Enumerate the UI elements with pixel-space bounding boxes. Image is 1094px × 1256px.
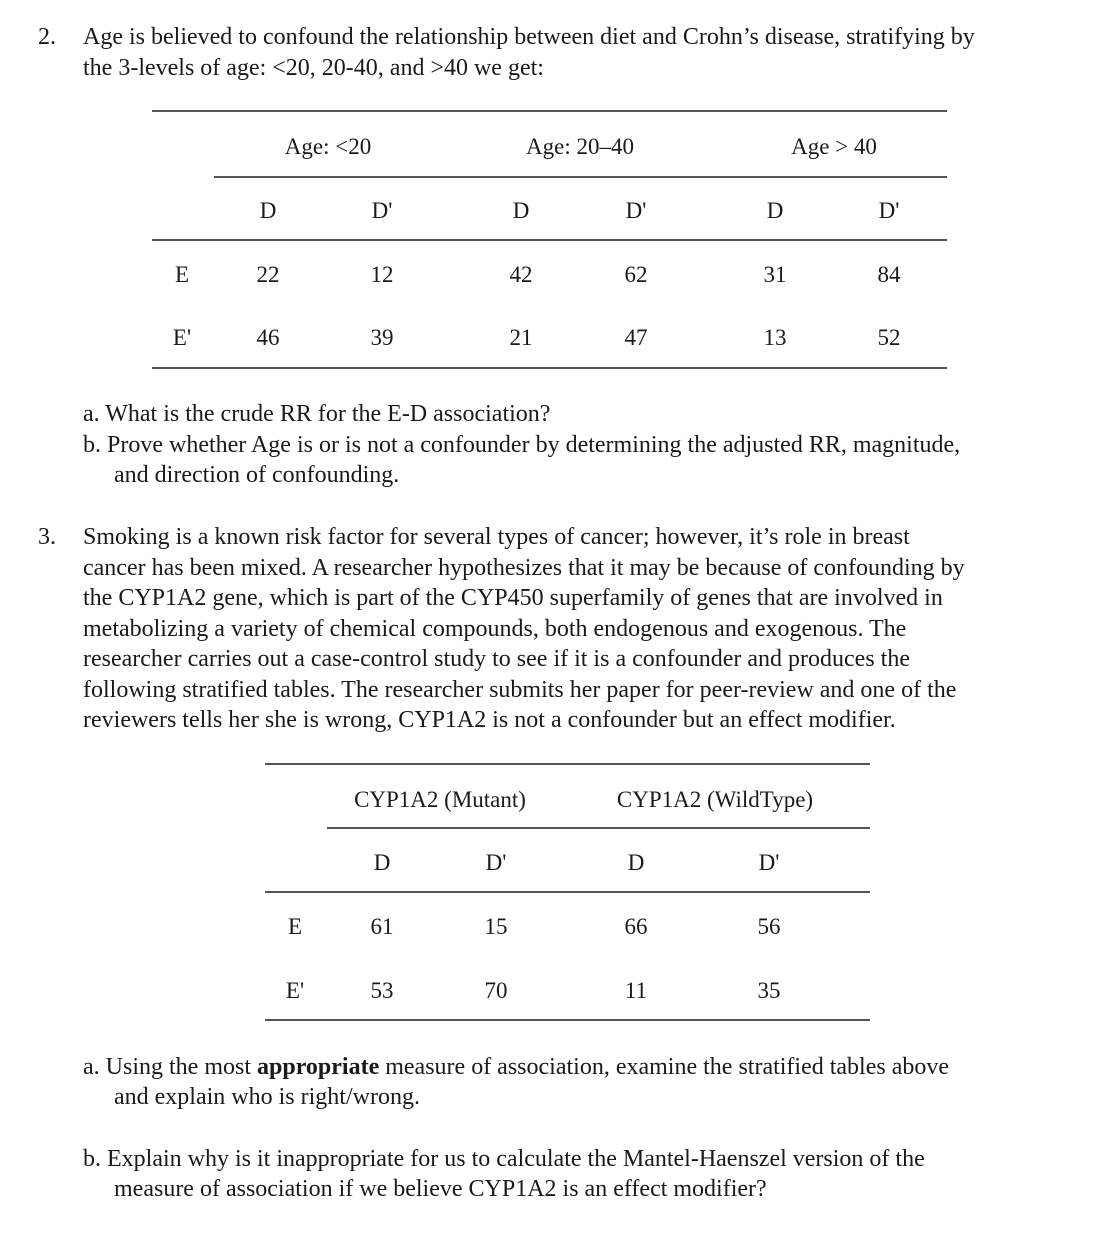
row-label: E' [285, 978, 305, 1003]
question-2-line: Age is believed to confound the relationship between diet and Crohn’s disease, stratifying by [83, 24, 975, 50]
subquestion-text: measure of association, examine the stratified tables above [379, 1054, 950, 1080]
column-header: D' [625, 198, 647, 223]
row-label: E' [172, 325, 192, 350]
row-label: E [174, 262, 190, 287]
table-cell: 46 [256, 325, 280, 350]
table-cell: 31 [763, 262, 787, 287]
column-header: D' [758, 850, 780, 875]
table-cell: 12 [370, 262, 394, 287]
question-3b [83, 1144, 925, 1204]
column-header: D [373, 850, 391, 875]
column-header: D' [878, 198, 900, 223]
question-3-line: reviewers tells her she is wrong, CYP1A2 is not a confounder but an effect modifier. [83, 707, 896, 733]
column-header-rule [152, 239, 947, 241]
column-header: D [512, 198, 530, 223]
subquestion-marker: b. [83, 432, 101, 458]
question-2a [83, 399, 550, 429]
group-header: Age: <20 [284, 134, 372, 159]
subquestion-text: and explain who is right/wrong. [114, 1084, 420, 1110]
group-header: CYP1A2 (Mutant) [354, 787, 526, 812]
table-cell: 13 [763, 325, 787, 350]
question-3-number: 3. [38, 524, 56, 550]
table-cell: 11 [624, 978, 648, 1003]
subquestion-marker: a. [83, 401, 100, 427]
table-cell: 42 [509, 262, 533, 287]
table-top-rule [265, 763, 870, 765]
table-cell: 84 [877, 262, 901, 287]
table-cell: 66 [624, 914, 648, 939]
question-3-line: following stratified tables. The researcher submits her paper for peer-review and one of the [83, 676, 957, 703]
column-header: D' [485, 850, 507, 875]
column-header: D' [371, 198, 393, 223]
question-2-number: 2. [38, 24, 56, 50]
subquestion-text: What is the crude RR for the E-D association? [105, 401, 551, 427]
subquestion-marker: a. [83, 1054, 100, 1080]
row-label: E [287, 914, 303, 939]
table-cell: 35 [757, 978, 781, 1003]
group-header: Age > 40 [791, 134, 877, 159]
table-cell: 15 [484, 914, 508, 939]
question-3-line: researcher carries out a case-control study to see if it is a confounder and produces the [83, 646, 910, 672]
subquestion-text: and direction of confounding. [114, 462, 400, 488]
table-top-rule [152, 110, 947, 112]
column-header: D [766, 198, 784, 223]
question-2b [83, 430, 960, 490]
table-bottom-rule [265, 1019, 870, 1021]
subquestion-text: Using the most [105, 1054, 257, 1080]
question-3-line: Smoking is a known risk factor for several types of cancer; however, it’s role in breast [83, 524, 910, 550]
group-header: CYP1A2 (WildType) [616, 787, 814, 812]
subquestion-text: Prove whether Age is or is not a confounder by determining the adjusted RR, magnitude, [107, 432, 961, 458]
subquestion-text: Explain why is it inappropriate for us to calculate the Mantel-Haenszel version of the [107, 1146, 925, 1172]
group-header-rule [327, 827, 870, 829]
table-cell: 53 [370, 978, 394, 1003]
question-2-line: the 3-levels of age: <20, 20-40, and >40 we get: [83, 54, 544, 81]
question-3a [83, 1052, 949, 1112]
table-cell: 61 [370, 914, 394, 939]
question-3-text [83, 522, 965, 736]
subquestion-text: measure of association if we believe CYP1A2 is an effect modifier? [114, 1176, 767, 1202]
subquestion-marker: b. [83, 1146, 101, 1172]
group-header: Age: 20–40 [526, 134, 634, 159]
column-header: D [627, 850, 645, 875]
column-header-rule [265, 891, 870, 893]
table-cell: 21 [509, 325, 533, 350]
table-cell: 22 [256, 262, 280, 287]
column-header: D [259, 198, 277, 223]
table-cell: 56 [757, 914, 781, 939]
table-cell: 47 [624, 325, 648, 350]
group-header-rule [214, 176, 947, 178]
table-cell: 39 [370, 325, 394, 350]
table-cell: 62 [624, 262, 648, 287]
table-cell: 52 [877, 325, 901, 350]
question-2-text [83, 22, 975, 83]
question-3-line: cancer has been mixed. A researcher hypothesizes that it may be because of confounding by [83, 554, 965, 581]
table-cell: 70 [484, 978, 508, 1003]
question-3-line: metabolizing a variety of chemical compounds, both endogenous and exogenous. The [83, 615, 907, 642]
emphasis-text: appropriate [257, 1054, 380, 1080]
question-3-line: the CYP1A2 gene, which is part of the CYP450 superfamily of genes that are involved in [83, 585, 943, 611]
table-bottom-rule [152, 367, 947, 369]
